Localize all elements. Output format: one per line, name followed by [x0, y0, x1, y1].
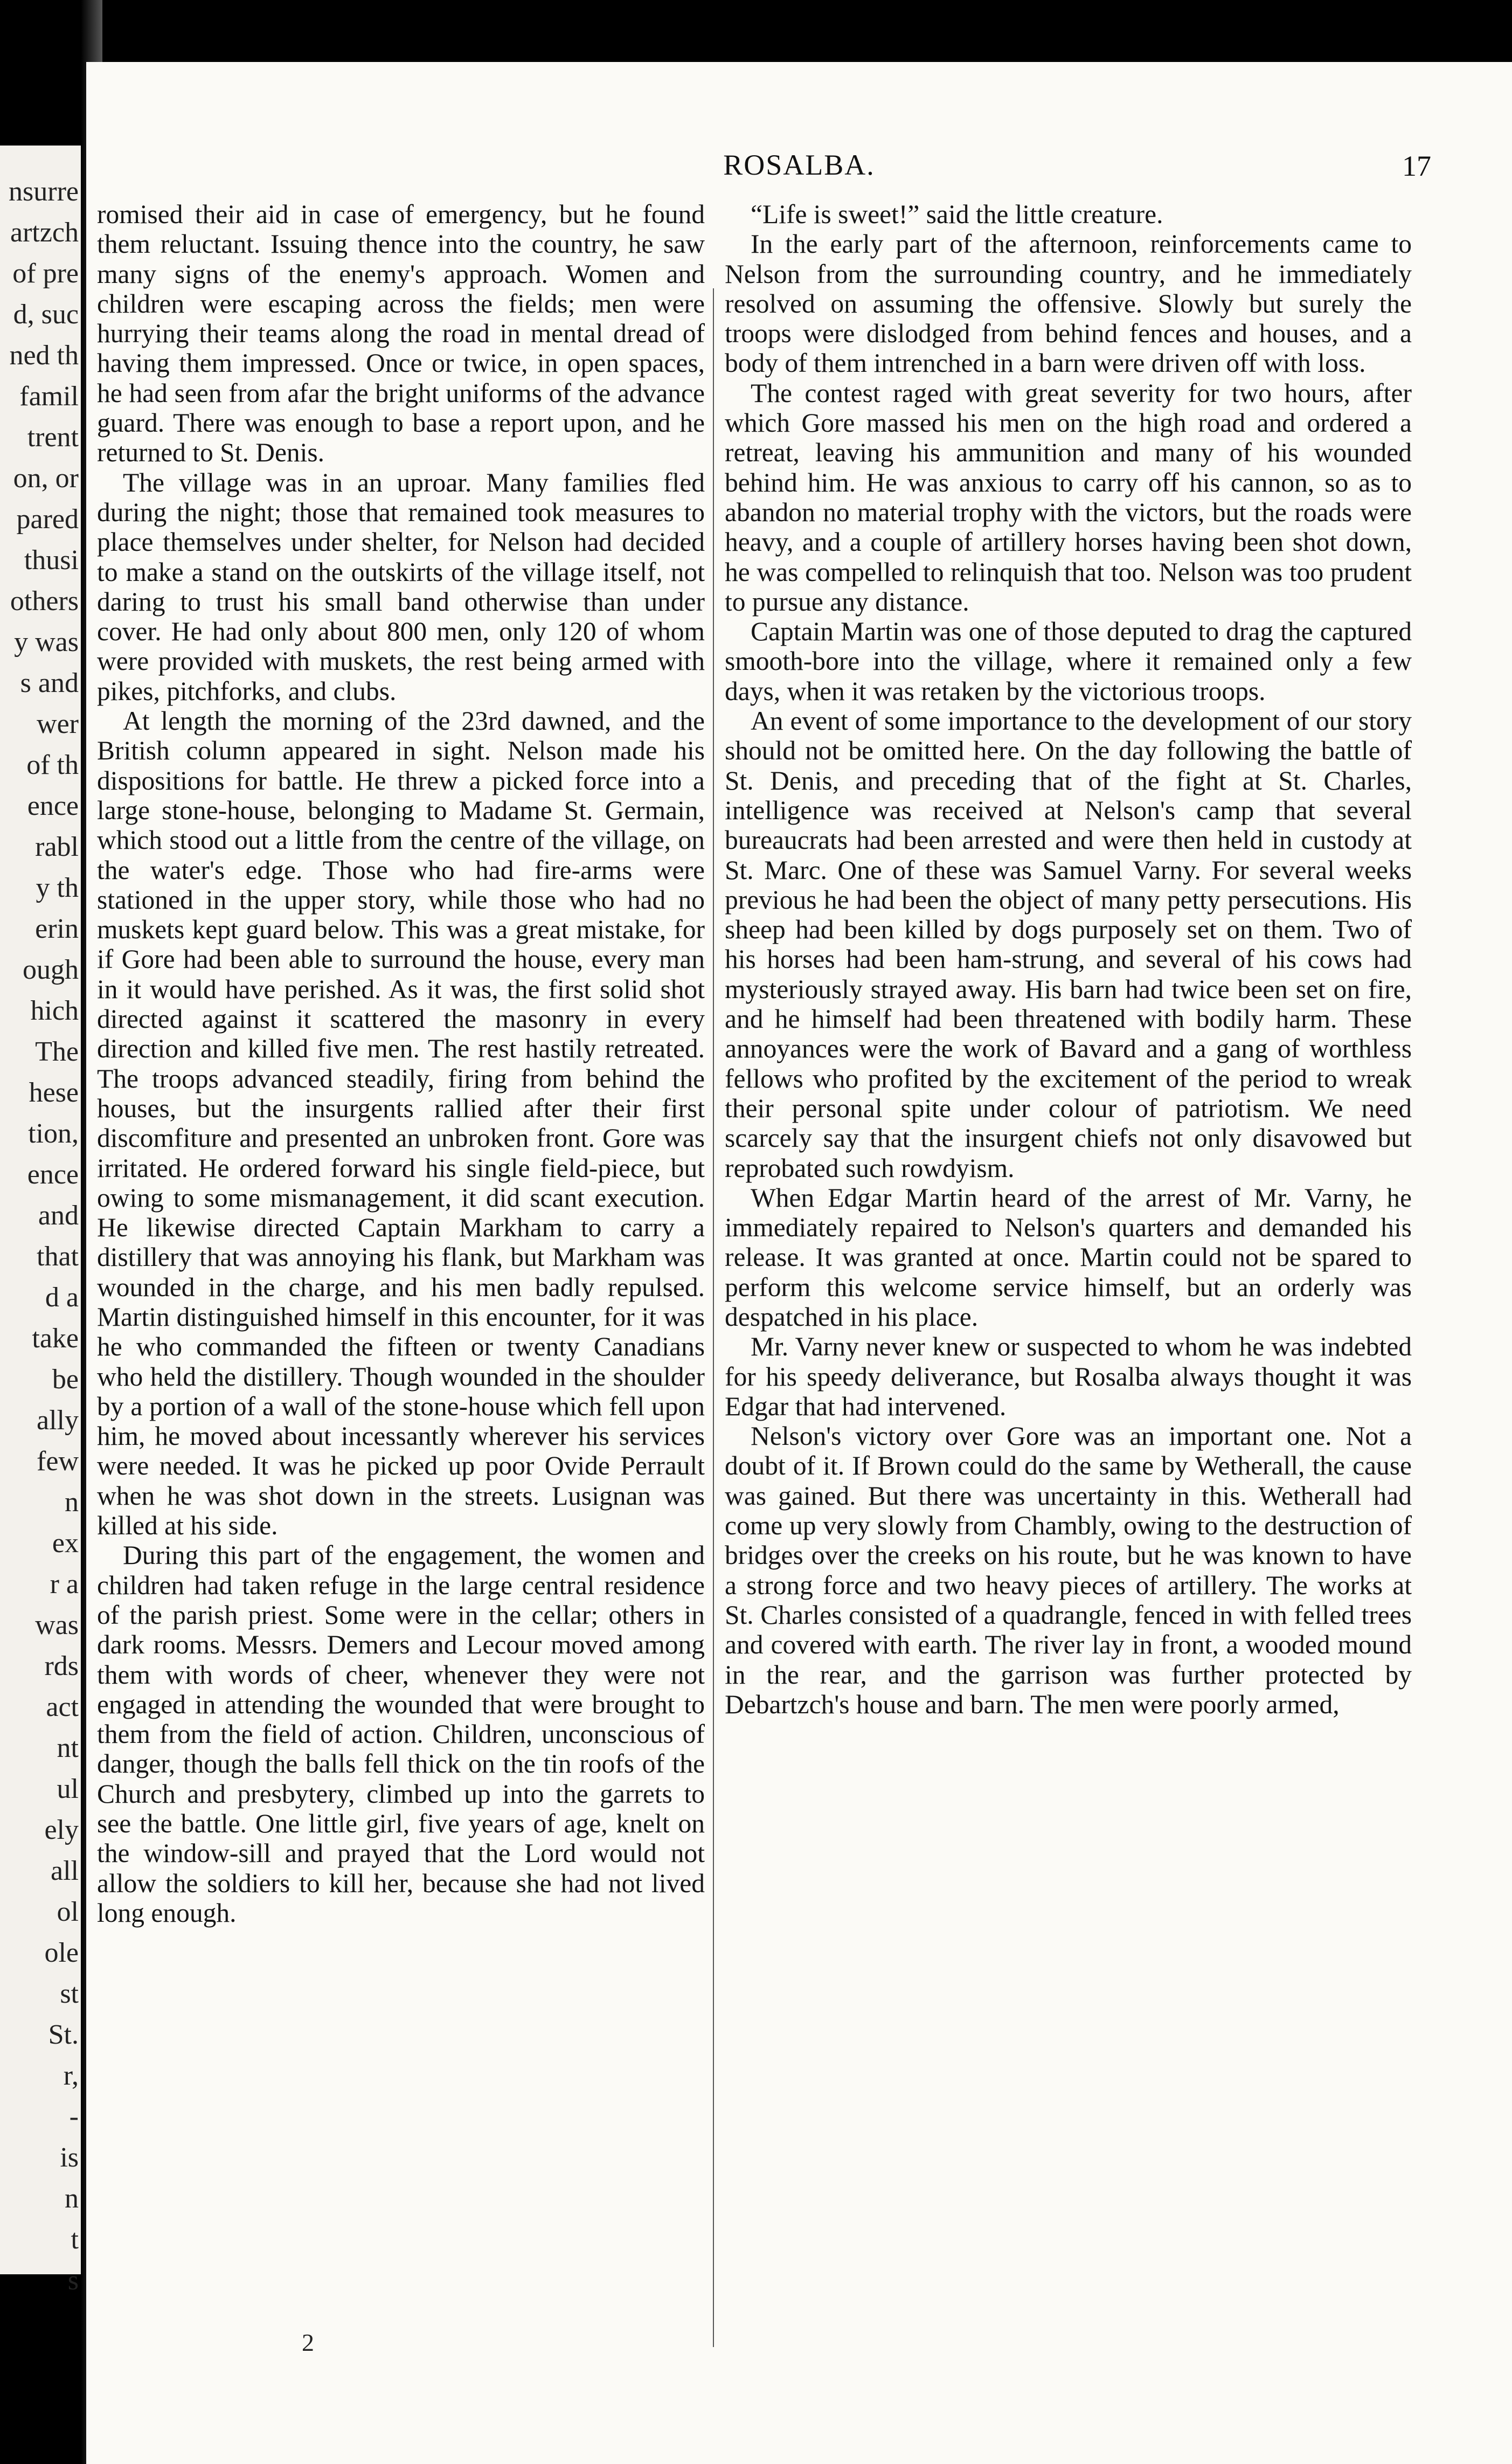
facing-page-fragment: y was — [14, 627, 79, 657]
facing-page-fragment: others — [10, 586, 79, 617]
facing-page-fragment: ence — [27, 1159, 79, 1190]
facing-page-fragment: hich — [30, 995, 79, 1026]
facing-page-fragment: thusi — [24, 545, 79, 576]
facing-page-fragment: s — [67, 2265, 79, 2296]
facing-page-fragment: d a — [45, 1282, 79, 1313]
page-number: 17 — [1402, 150, 1431, 182]
facing-page-fragment: d, suc — [13, 299, 79, 330]
facing-page-fragment: hese — [29, 1077, 79, 1108]
facing-page-fragment: rds — [44, 1651, 79, 1681]
facing-page-fragment: ough — [23, 954, 79, 985]
facing-page-fragment: rabl — [35, 832, 79, 862]
facing-page-fragment: act — [46, 1692, 79, 1722]
paragraph: At length the morning of the 23rd dawned, and the British column appeared in sight. Nelson made his dispositions for battle. He threw a picked force into a large stone-house, belonging to Madame St. Germain, which stood out a little from the centre of the village, on the water's edge. Those who had fire-arms were stationed in the upper story, while those who had no muskets kept guard below. This was a great mistake, for if Gore had been able to surround the house, every man in it would have perished. As it was, the first solid shot directed against it scattered the masonry in every direction and killed five men. The rest hastily retreated. The troops advanced steadily, firing from behind the houses, but the insurgents rallied after their first discomfiture and presented an unbroken front. Gore was irritated. He ordered forward his single field-piece, but owing to some mismanagement, it did scant execution. He likewise directed Captain Markham to carry a distillery that was annoying his flank, but Markham was wounded in the charge, and his men badly repulsed. Martin distinguished himself in this encounter, for it was he who commanded the fifteen or twenty Canadians who held the distillery. Though wounded in the shoulder by a portion of a wall of the stone-house which fell upon him, he moved about incessantly wherever his services were needed. It was he picked up poor Ovide Perrault when he was shot down in the streets. Lusignan was killed at his side. — [97, 706, 705, 1541]
facing-page-fragment: ally — [37, 1405, 79, 1436]
right-column — [725, 199, 1412, 1719]
paragraph: An event of some importance to the development of our story should not be omitted here. On the day following the battle of St. Denis, and preceding that of the fight at St. Charles, intelligence was received at Nelson's camp that several bureaucrats had been arrested and were then held in custody at St. Marc. One of these was Samuel Varny. For several weeks previous he had been the object of many petty persecutions. His sheep had been killed by dogs purposely set on them. Two of his horses had been ham-strung, and several of his cows had mysteriously strayed away. His barn had twice been set on fire, and he himself had been threatened with bodily harm. These annoyances were the work of Bavard and a gang of worthless fellows who profited by the excitement of the period to wreak their personal spite under colour of patriotism. We need scarcely say that the insurgent chiefs not only disavowed but reprobated such rowdyism. — [725, 706, 1412, 1183]
facing-page-fragment: few — [37, 1446, 79, 1477]
facing-page-edge — [0, 146, 81, 2296]
paragraph: When Edgar Martin heard of the arrest of Mr. Varny, he immediately repaired to Nelson's quarters and demanded his release. It was granted at once. Martin could not be spared to perform this welcome service himself, but an orderly was despatched in his place. — [725, 1182, 1412, 1332]
paragraph: romised their aid in case of emergency, but he found them reluctant. Issuing thence into the country, he saw many signs of the enemy's approach. Women and children were escaping across the fields; men were hurrying their teams along the road in mental dread of having them impressed. Once or twice, in open spaces, he had seen from afar the bright uniforms of the advance guard. There was enough to base a report upon, and he returned to St. Denis. — [97, 199, 705, 468]
facing-page-fragment: ole — [44, 1937, 79, 1968]
paragraph: Mr. Varny never knew or suspected to whom he was indebted for his speedy deliverance, but Rosalba always thought it was Edgar that had intervened. — [725, 1332, 1412, 1421]
facing-page-fragment: tion, — [28, 1118, 79, 1149]
facing-page-fragment: erin — [35, 913, 79, 944]
facing-page-fragment: famil — [19, 381, 79, 412]
facing-page-fragment: - — [69, 2101, 79, 2132]
paragraph: The village was in an uproar. Many families fled during the night; those that remained took measures to place themselves under shelter, for Nelson had decided to make a stand on the outskirts of the village itself, not daring to trust his small band otherwise than under cover. He had only about 800 men, only 120 of whom were provided with muskets, the rest being armed with pikes, pitchforks, and clubs. — [97, 467, 705, 706]
facing-page-fragment: is — [60, 2142, 79, 2173]
facing-page-fragment: wer — [37, 709, 79, 739]
facing-page-fragment: on, or — [13, 463, 79, 494]
facing-page-fragment: ned th — [9, 340, 79, 371]
facing-page-fragment: n — [65, 2183, 79, 2214]
facing-page-fragment: r, — [63, 2060, 79, 2091]
facing-page-fragment: artzch — [10, 217, 79, 248]
facing-page-fragment: ence — [27, 791, 79, 821]
facing-page-fragment: be — [52, 1364, 79, 1395]
facing-page-fragment: ul — [57, 1774, 79, 1804]
running-title: ROSALBA. — [723, 149, 875, 181]
facing-page-fragment: was — [35, 1610, 79, 1641]
facing-page-fragment: and — [38, 1200, 79, 1231]
facing-page-fragment: y th — [36, 873, 79, 903]
facing-page-fragment: that — [37, 1241, 79, 1272]
column-rule — [713, 288, 714, 2347]
facing-page-fragment: The — [35, 1036, 79, 1067]
facing-page-fragment: of pre — [12, 258, 79, 289]
facing-page-fragment: t — [71, 2224, 79, 2255]
facing-page-fragment: ely — [44, 1815, 79, 1845]
facing-page-fragment: all — [51, 1856, 79, 1886]
facing-page-fragment: pared — [16, 504, 79, 535]
facing-page-fragment: st — [60, 1978, 79, 2009]
signature-mark: 2 — [302, 2329, 314, 2356]
left-column — [86, 199, 705, 1928]
paragraph: Captain Martin was one of those deputed to drag the captured smooth-bore into the village, where it remained only a few days, when it was retaken by the victorious troops. — [725, 617, 1412, 706]
paragraph: The contest raged with great severity for two hours, after which Gore massed his men on the high road and ordered a retreat, leaving his ammunition and many of his wounded behind him. He was anxious to carry off his cannon, so as to abandon no material trophy with the victors, but the roads were heavy, and a couple of artillery horses having been shot down, he was compelled to relinquish that too. Nelson was too prudent to pursue any distance. — [725, 378, 1412, 617]
facing-page-fragment: n — [65, 1487, 79, 1518]
facing-page-fragment: s and — [20, 668, 79, 698]
facing-page-fragment: take — [32, 1323, 79, 1354]
facing-page-fragment: trent — [27, 422, 79, 453]
paragraph: During this part of the engagement, the women and children had taken refuge in the large central residence of the parish priest. Some were in the cellar; others in dark rooms. Messrs. Demers and Lecour moved among them with words of cheer, whenever they were not engaged in attending the wounded that were brought to them from the field of action. Children, unconscious of danger, though the balls fell thick on the tin roofs of the Church and presbytery, climbed up into the garrets to see the battle. One little girl, five years of age, knelt on the window-sill and prayed that the Lord would not allow the soldiers to kill her, because she had not lived long enough. — [97, 1540, 705, 1928]
facing-page-fragment: r a — [50, 1569, 79, 1600]
facing-page-fragment: of th — [26, 750, 79, 780]
page-sheet — [86, 62, 1512, 2464]
facing-page-fragment: St. — [48, 2019, 79, 2050]
facing-page-fragment: ol — [57, 1897, 79, 1927]
facing-page-fragment: ex — [52, 1528, 79, 1559]
paragraph: “Life is sweet!” said the little creature. — [751, 199, 1163, 229]
paragraph: In the early part of the afternoon, reinforcements came to Nelson from the surrounding country, and he immediately resolved on assuming the offensive. Slowly but surely the troops were dislodged from behind fences and houses, and a body of them intrenched in a barn were driven off with loss. — [725, 229, 1412, 378]
facing-page-fragment: nsurre — [9, 176, 79, 207]
facing-page-fragment: nt — [57, 1733, 79, 1763]
paragraph: Nelson's victory over Gore was an important one. Not a doubt of it. If Brown could do the same by Wetherall, the cause was gained. But there was uncertainty in this. Wetherall had come up very slowly from Chambly, owing to the destruction of bridges over the creeks on his route, but he was known to have a strong force and two heavy pieces of artillery. The works at St. Charles consisted of a quadrangle, fenced in with felled trees and covered with earth. The river lay in front, a wooded mound in the rear, and the garrison was further protected by Debartzch's house and barn. The men were poorly armed, — [725, 1421, 1412, 1719]
